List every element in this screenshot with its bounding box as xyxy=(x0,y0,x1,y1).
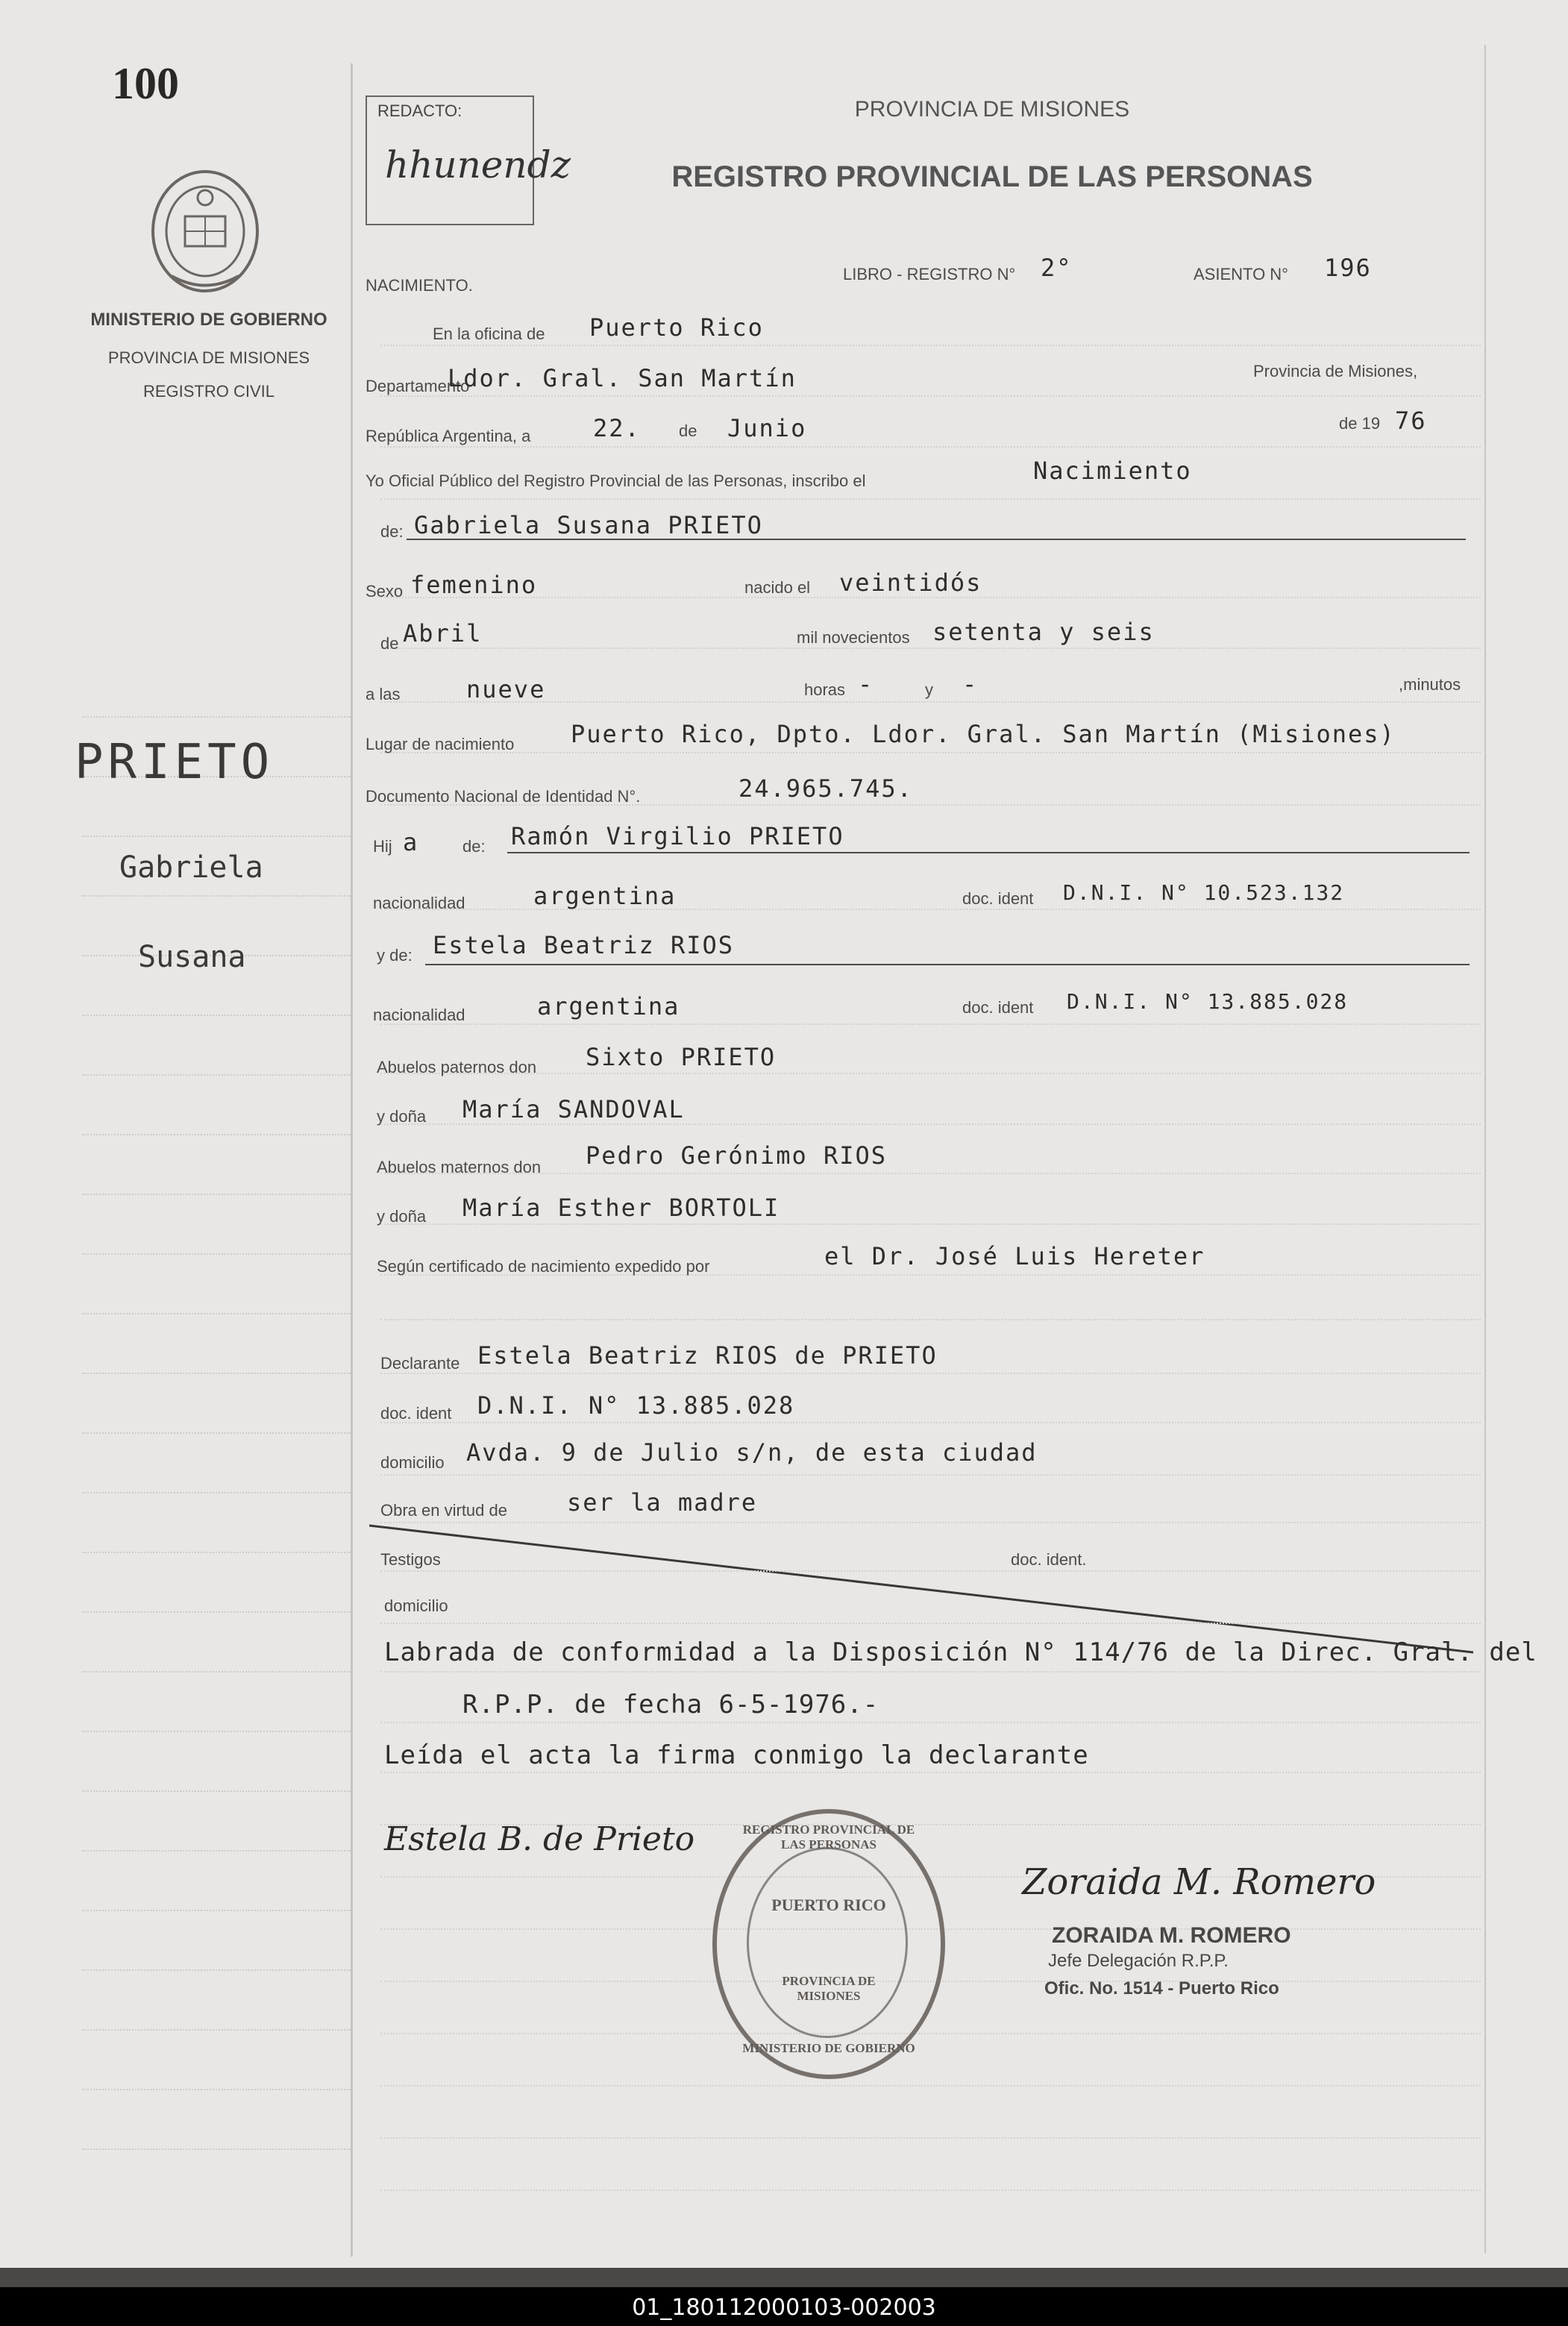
sex-value: femenino xyxy=(410,571,538,599)
sex-label: Sexo xyxy=(366,582,404,601)
margin-second-name: Susana xyxy=(138,940,246,974)
address-value: Avda. 9 de Julio s/n, de esta ciudad xyxy=(466,1438,1038,1467)
witness-label: Testigos xyxy=(380,1550,441,1569)
note-line-1: Labrada de conformidad a la Disposición N° 114/76 de la Direc. Gral. del xyxy=(384,1637,1537,1667)
page-edge xyxy=(1484,45,1486,2253)
child-name: Gabriela Susana PRIETO xyxy=(414,511,763,539)
paternal-grandfather-value: Sixto PRIETO xyxy=(586,1043,777,1071)
officer-signature: Zoraida M. Romero xyxy=(1022,1861,1376,1903)
header-province: PROVINCIA DE MISIONES xyxy=(854,97,1130,122)
ministry-label: MINISTERIO DE GOBIERNO xyxy=(90,310,327,330)
of-label: de: xyxy=(380,522,404,541)
officer-title: Jefe Delegación R.P.P. xyxy=(1048,1951,1229,1971)
paternal-grandmother-label: y doña xyxy=(377,1107,427,1126)
margin-first-name: Gabriela xyxy=(119,850,263,885)
province-label: PROVINCIA DE MISIONES xyxy=(107,348,310,367)
entry-value: 196 xyxy=(1324,254,1372,282)
department-label: Departamento xyxy=(366,377,470,395)
dni-label: Documento Nacional de Identidad N°. xyxy=(366,787,641,806)
de-label: de xyxy=(679,421,697,440)
day-value: 22. xyxy=(593,414,641,442)
month-value: Junio xyxy=(727,414,807,442)
mother-doc-label: doc. ident xyxy=(962,998,1034,1017)
paternal-grandmother-value: María SANDOVAL xyxy=(462,1095,685,1123)
entry-label: ASIENTO N° xyxy=(1194,265,1288,283)
declarant-signature: Estela B. de Prieto xyxy=(384,1820,695,1858)
maternal-grandmother-label: y doña xyxy=(377,1207,427,1226)
and-of-label: y de: xyxy=(377,946,413,965)
office-value: Puerto Rico xyxy=(589,313,764,342)
address-label: domicilio xyxy=(380,1453,445,1472)
child-of-suffix: a xyxy=(403,828,419,856)
mother-nationality-value: argentina xyxy=(537,992,680,1021)
and-label: y xyxy=(925,680,933,699)
declarant-doc-value: D.N.I. N° 13.885.028 xyxy=(477,1391,795,1420)
folio-number: 100 xyxy=(112,59,179,108)
declarant-doc-label: doc. ident xyxy=(380,1404,452,1423)
year-label: de 19 xyxy=(1339,414,1381,433)
child-of-de-label: de: xyxy=(462,837,486,856)
born-day-value: veintidós xyxy=(839,568,982,597)
year-value: 76 xyxy=(1395,407,1427,435)
born-month-value: Abril xyxy=(403,619,483,648)
redacto-label: REDACTO: xyxy=(377,101,462,120)
officer-name: ZORAIDA M. ROMERO xyxy=(1052,1923,1291,1948)
father-nationality-label: nacionalidad xyxy=(373,894,465,912)
registry-label: REGISTRO CIVIL xyxy=(142,382,275,401)
note-line-3: Leída el acta la firma conmigo la declarante xyxy=(384,1740,1089,1770)
stamp-inner-text: PROVINCIA DE MISIONES xyxy=(782,1974,876,2003)
column-divider xyxy=(351,63,353,2257)
official-stamp xyxy=(712,1809,945,2079)
office-label: En la oficina de xyxy=(433,325,545,343)
dni-value: 24.965.745. xyxy=(738,774,913,803)
maternal-grandfather-label: Abuelos maternos don xyxy=(377,1158,542,1176)
declarant-value: Estela Beatriz RIOS de PRIETO xyxy=(477,1341,938,1370)
witness-address-label: domicilio xyxy=(384,1596,448,1615)
stamp-bottom-text: MINISTERIO DE GOBIERNO xyxy=(742,2041,915,2055)
minutes-label: ,minutos xyxy=(1399,675,1461,694)
file-id: 01_180112000103-002003 xyxy=(632,2295,936,2321)
department-value: Ldor. Gral. San Martín xyxy=(448,364,797,392)
record-type-label: NACIMIENTO. xyxy=(366,276,473,295)
file-footer xyxy=(0,2287,1568,2326)
hours-label: horas xyxy=(804,680,846,699)
father-doc-value: D.N.I. N° 10.523.132 xyxy=(1063,880,1345,905)
father-doc-label: doc. ident xyxy=(962,889,1034,908)
maternal-grandfather-value: Pedro Gerónimo RIOS xyxy=(586,1141,888,1170)
note-line-2: R.P.P. de fecha 6-5-1976.- xyxy=(462,1690,879,1720)
born-year-value: setenta y seis xyxy=(932,618,1155,646)
stamp-town: PUERTO RICO xyxy=(771,1896,886,1914)
certificate-label: Según certificado de nacimiento expedido por xyxy=(377,1257,710,1276)
official-value: Nacimiento xyxy=(1033,457,1192,485)
hours-dash: - xyxy=(858,670,874,698)
father-nationality-value: argentina xyxy=(533,882,677,910)
child-of-label: Hij xyxy=(373,837,392,856)
redacto-signature: hhunendz xyxy=(385,143,571,186)
de2-label: de xyxy=(380,634,399,653)
declarant-label: Declarante xyxy=(380,1354,460,1373)
birthplace-label: Lugar de nacimiento xyxy=(366,735,515,753)
maternal-grandmother-value: María Esther BORTOLI xyxy=(462,1194,780,1222)
mother-name: Estela Beatriz RIOS xyxy=(433,931,735,959)
republic-label: República Argentina, a xyxy=(366,427,531,445)
official-label: Yo Oficial Público del Registro Provincial de las Personas, inscribo el xyxy=(366,471,866,490)
capacity-label: Obra en virtud de xyxy=(380,1501,507,1520)
capacity-value: ser la madre xyxy=(567,1488,758,1517)
mother-doc-value: D.N.I. N° 13.885.028 xyxy=(1067,989,1349,1014)
hours-value: nueve xyxy=(466,675,546,703)
officer-office: Ofic. No. 1514 - Puerto Rico xyxy=(1044,1978,1279,1999)
thousand-label: mil novecientos xyxy=(797,628,910,647)
birthplace-value: Puerto Rico, Dpto. Ldor. Gral. San Martín (Misiones) xyxy=(571,720,1396,748)
redacto-box xyxy=(366,95,571,225)
father-name: Ramón Virgilio PRIETO xyxy=(511,822,844,850)
header-title: REGISTRO PROVINCIAL DE LAS PERSONAS xyxy=(671,160,1313,193)
coat-of-arms-icon xyxy=(142,164,269,298)
cancel-stroke xyxy=(369,1522,1481,1656)
book-value: 2° xyxy=(1041,254,1073,282)
certificate-value: el Dr. José Luis Hereter xyxy=(824,1242,1205,1270)
at-label: a las xyxy=(366,685,401,703)
paternal-grandfather-label: Abuelos paternos don xyxy=(377,1058,537,1076)
born-label: nacido el xyxy=(744,578,811,597)
minutes-dash: - xyxy=(962,670,979,698)
province-field-label: Provincia de Misiones, xyxy=(1253,362,1418,380)
witness-doc-label: doc. ident. xyxy=(1011,1550,1087,1569)
mother-nationality-label: nacionalidad xyxy=(373,1006,465,1024)
book-label: LIBRO - REGISTRO N° xyxy=(843,265,1016,283)
stamp-outer-text: REGISTRO PROVINCIAL DE LAS PERSONAS xyxy=(742,1822,915,1852)
margin-surname: PRIETO xyxy=(75,735,275,790)
